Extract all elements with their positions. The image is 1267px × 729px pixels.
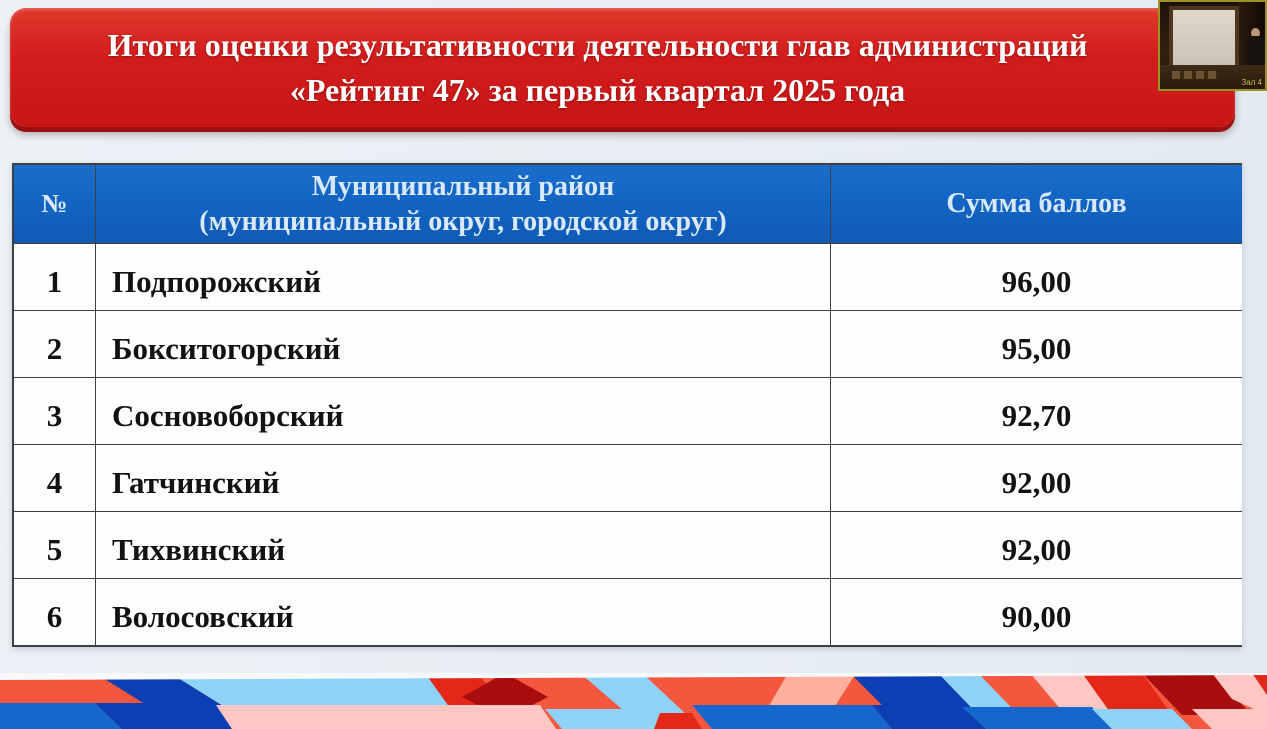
- column-header-score: Сумма баллов: [831, 165, 1242, 243]
- column-header-number: №: [14, 165, 95, 243]
- row-5-number: 5: [14, 512, 95, 578]
- row-1-number: 1: [14, 244, 95, 310]
- row-4-district: Гатчинский: [96, 445, 830, 511]
- row-5-district: Тихвинский: [96, 512, 830, 578]
- footer-brand-pattern: [0, 673, 1267, 729]
- row-4-number: 4: [14, 445, 95, 511]
- row-6-number: 6: [14, 579, 95, 645]
- webcam-caption: Зал 4: [1241, 78, 1262, 87]
- column-header-district: [96, 165, 830, 243]
- row-3-district: Сосновоборский: [96, 378, 830, 444]
- slide-title-line-2: «Рейтинг 47» за первый квартал 2025 года: [289, 71, 906, 108]
- desk-items: [1172, 71, 1218, 79]
- slide-title-line-1: Итоги оценки результативности деятельности глав администраций: [107, 26, 1088, 63]
- row-6-score: 90,00: [831, 579, 1242, 645]
- person-silhouette-body: [1247, 36, 1265, 66]
- row-6-district: Волосовский: [96, 579, 830, 645]
- row-5-score: 92,00: [831, 512, 1242, 578]
- row-3-number: 3: [14, 378, 95, 444]
- row-2-number: 2: [14, 311, 95, 377]
- results-table: [12, 163, 1242, 647]
- row-1-district: Подпорожский: [96, 244, 830, 310]
- projection-screen: [1169, 6, 1239, 72]
- row-2-district: Бокситогорский: [96, 311, 830, 377]
- column-header-district-line-2: (муниципальный округ, городской округ): [199, 206, 727, 237]
- webcam-thumbnail[interactable]: [1158, 0, 1267, 91]
- row-1-score: 96,00: [831, 244, 1242, 310]
- row-2-score: 95,00: [831, 311, 1242, 377]
- slide-title-banner: [10, 8, 1235, 127]
- row-3-score: 92,70: [831, 378, 1242, 444]
- row-4-score: 92,00: [831, 445, 1242, 511]
- column-header-district-line-1: Муниципальный район: [311, 171, 615, 202]
- footer-pattern-graphic: [0, 673, 1267, 729]
